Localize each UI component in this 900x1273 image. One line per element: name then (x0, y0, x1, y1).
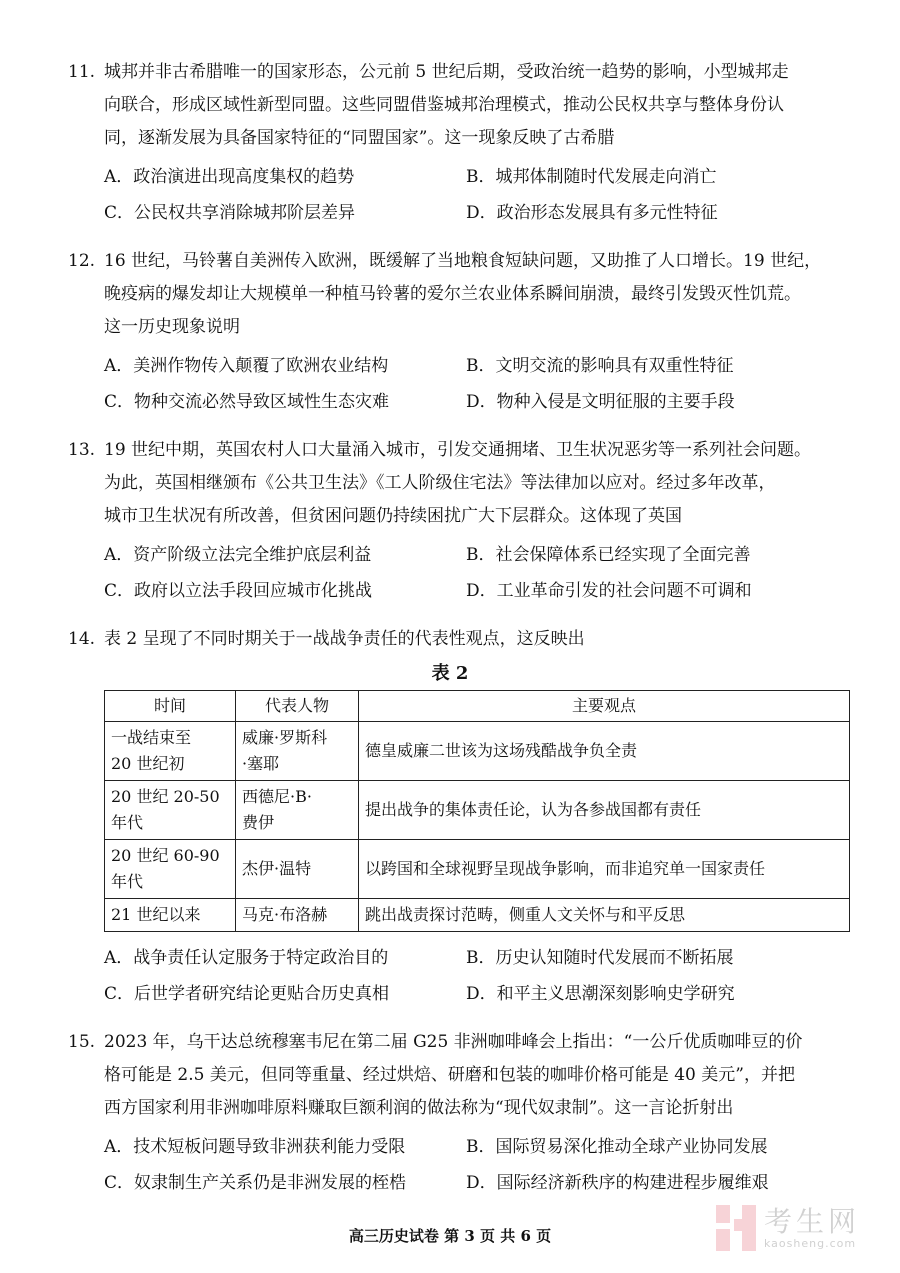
option-D[interactable]: D．物种入侵是文明征服的主要手段 (466, 392, 735, 412)
stem-text: 16 世纪，马铃薯自美洲传入欧洲，既缓解了当地粮食短缺问题，又助推了人口增长。19 世纪， (104, 251, 822, 271)
question-number: 11. (68, 62, 96, 82)
option-B[interactable]: B．文明交流的影响具有双重性特征 (466, 356, 734, 376)
table-row (105, 722, 850, 781)
stem-text: 西方国家利用非洲咖啡原料赚取巨额利润的做法称为“现代奴隶制”。这一言论折射出 (104, 1098, 734, 1118)
option-A[interactable]: A．政治演进出现高度集权的趋势 (104, 167, 355, 187)
watermark (716, 1205, 860, 1251)
stem-text: 晚疫病的爆发却让大规模单一种植马铃薯的爱尔兰农业体系瞬间崩溃，最终引发毁灭性饥荒。 (104, 284, 801, 304)
question-stem-line (68, 245, 858, 278)
question-stem-line (104, 278, 858, 311)
options (68, 940, 900, 1012)
cell-person: 杰伊·温特 (236, 840, 359, 899)
cell-viewpoint: 跳出战责探讨范畴，侧重人文关怀与和平反思 (359, 899, 850, 932)
stem-text: 为此，英国相继颁布《公共卫生法》《工人阶级住宅法》等法律加以应对。经过多年改革， (104, 473, 776, 493)
question-number: 14. (68, 629, 96, 649)
option-C[interactable]: C．物种交流必然导致区域性生态灾难 (104, 392, 390, 412)
question-number: 13. (68, 440, 96, 460)
stem-text: 格可能是 2.5 美元，但同等重量、经过烘焙、研磨和包装的咖啡价格可能是 40 美元”，并把 (104, 1065, 795, 1085)
question-stem-line (68, 623, 900, 656)
option-A[interactable]: A．资产阶级立法完全维护底层利益 (104, 545, 372, 565)
options (68, 348, 858, 420)
question-number: 15. (68, 1032, 96, 1052)
question-stem-line (104, 1059, 858, 1092)
question-stem-line (104, 467, 858, 500)
watermark-cn: 考生网 (764, 1204, 861, 1238)
cell-viewpoint: 以跨国和全球视野呈现战争影响，而非追究单一国家责任 (359, 840, 850, 899)
stem-text: 表 2 呈现了不同时期关于一战战争责任的代表性观点，这反映出 (104, 629, 585, 649)
table-block (0, 660, 900, 932)
option-D[interactable]: D．工业革命引发的社会问题不可调和 (466, 581, 752, 601)
table-row (105, 899, 850, 932)
table-header-viewpoint: 主要观点 (359, 691, 850, 722)
option-C[interactable]: C．政府以立法手段回应城市化挑战 (104, 581, 373, 601)
option-B[interactable]: B．国际贸易深化推动全球产业协同发展 (466, 1137, 768, 1157)
option-C[interactable]: C．奴隶制生产关系仍是非洲发展的桎梏 (104, 1173, 407, 1193)
option-C[interactable]: C．后世学者研究结论更贴合历史真相 (104, 984, 390, 1004)
cell-viewpoint: 德皇威廉二世该为这场残酷战争负全责 (359, 722, 850, 781)
question-stem-line (68, 1026, 858, 1059)
table-header-person: 代表人物 (236, 691, 359, 722)
table-row (105, 781, 850, 840)
option-D[interactable]: D．政治形态发展具有多元性特征 (466, 203, 718, 223)
question-11 (68, 56, 858, 231)
table-title: 表 2 (431, 663, 469, 684)
question-stem-line (104, 311, 858, 344)
options (68, 537, 858, 609)
cell-time: 20 世纪 60-90 年代 (105, 840, 236, 899)
watermark-en: kaosheng.com (764, 1236, 857, 1250)
cell-time: 21 世纪以来 (105, 899, 236, 932)
table-row (105, 840, 850, 899)
question-stem-line (68, 434, 858, 467)
stem-text: 同，逐渐发展为具备国家特征的“同盟国家”。这一现象反映了古希腊 (104, 128, 615, 148)
stem-text: 城邦并非古希腊唯一的国家形态，公元前 5 世纪后期，受政治统一趋势的影响，小型城邦走 (104, 62, 789, 82)
stem-text: 2023 年，乌干达总统穆塞韦尼在第二届 G25 非洲咖啡峰会上指出：“一公斤优质咖啡豆的价 (104, 1032, 803, 1052)
stem-text: 19 世纪中期，英国农村人口大量涌入城市，引发交通拥堵、卫生状况恶劣等一系列社会问题。 (104, 440, 812, 460)
watermark-logo-icon (716, 1205, 756, 1251)
question-12 (68, 245, 858, 420)
option-D[interactable]: D．和平主义思潮深刻影响史学研究 (466, 984, 735, 1004)
cell-person: 马克·布洛赫 (236, 899, 359, 932)
cell-person: 西德尼·B· 费伊 (236, 781, 359, 840)
viewpoints-table (104, 690, 850, 932)
options (68, 159, 858, 231)
page-footer: 高三历史试卷 第 3 页 共 6 页 (348, 1227, 552, 1245)
cell-time: 一战结束至 20 世纪初 (105, 722, 236, 781)
stem-text: 城市卫生状况有所改善，但贫困问题仍持续困扰广大下层群众。这体现了英国 (104, 506, 682, 526)
option-C[interactable]: C．公民权共享消除城邦阶层差异 (104, 203, 356, 223)
cell-viewpoint: 提出战争的集体责任论，认为各参战国都有责任 (359, 781, 850, 840)
option-A[interactable]: A．美洲作物传入颠覆了欧洲农业结构 (104, 356, 389, 376)
stem-text: 这一历史现象说明 (104, 317, 240, 337)
cell-person: 威廉·罗斯科 ·塞耶 (236, 722, 359, 781)
option-A[interactable]: A．战争责任认定服务于特定政治目的 (104, 948, 389, 968)
question-13 (68, 434, 858, 609)
cell-time: 20 世纪 20-50 年代 (105, 781, 236, 840)
options (68, 1129, 858, 1201)
question-stem-line (104, 500, 858, 533)
option-B[interactable]: B．城邦体制随时代发展走向消亡 (466, 167, 717, 187)
stem-text: 向联合，形成区域性新型同盟。这些同盟借鉴城邦治理模式，推动公民权共享与整体身份认 (104, 95, 784, 115)
option-D[interactable]: D．国际经济新秩序的构建进程步履维艰 (466, 1173, 769, 1193)
option-A[interactable]: A．技术短板问题导致非洲获利能力受限 (104, 1137, 406, 1157)
question-stem-line (104, 89, 858, 122)
question-number: 12. (68, 251, 96, 271)
question-stem-line (68, 56, 858, 89)
question-stem-line (104, 122, 858, 155)
option-B[interactable]: B．社会保障体系已经实现了全面完善 (466, 545, 751, 565)
table-header-time: 时间 (105, 691, 236, 722)
question-15 (68, 1026, 858, 1201)
question-14 (0, 623, 900, 1012)
option-B[interactable]: B．历史认知随时代发展而不断拓展 (466, 948, 734, 968)
question-stem-line (104, 1092, 858, 1125)
